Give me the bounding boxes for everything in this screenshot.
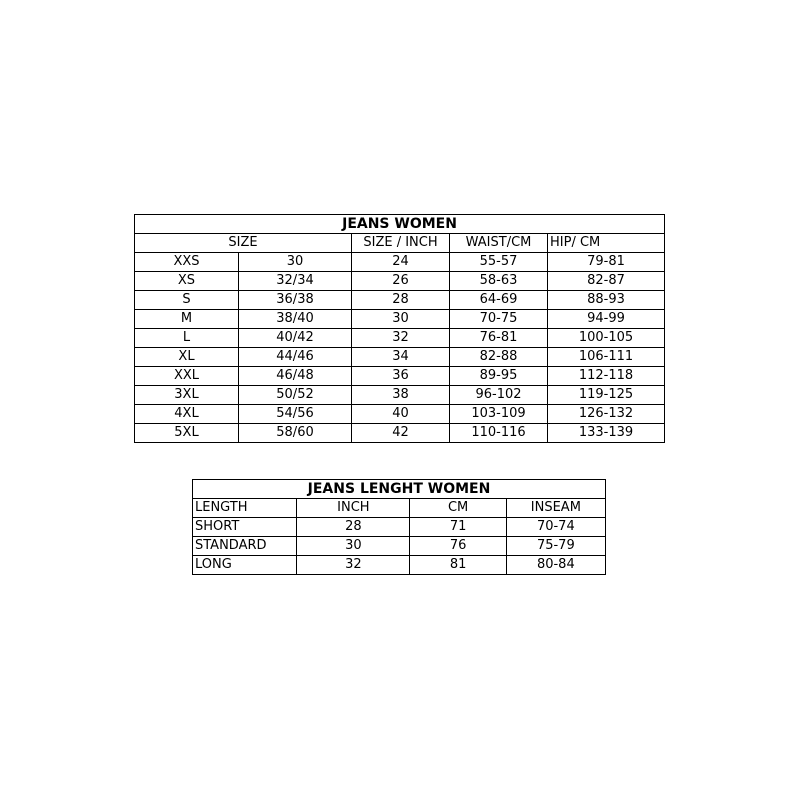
table-row	[135, 310, 665, 329]
size-eu-cell: 46/48	[239, 367, 352, 386]
size-inch-cell: 24	[352, 253, 450, 272]
size-inch-cell: 34	[352, 348, 450, 367]
table-row	[135, 348, 665, 367]
size-eu-cell: 40/42	[239, 329, 352, 348]
size-eu-cell: 50/52	[239, 386, 352, 405]
table-row	[135, 272, 665, 291]
size-cell: M	[135, 310, 239, 329]
table-row	[135, 405, 665, 424]
size-cell: 3XL	[135, 386, 239, 405]
hip-cell: 106-111	[548, 348, 665, 367]
hip-cell: 133-139	[548, 424, 665, 443]
waist-cell: 110-116	[450, 424, 548, 443]
inch-cell: 28	[297, 518, 410, 537]
jeans-length-women-table	[192, 479, 606, 575]
header-cm: CM	[410, 499, 506, 518]
cm-cell: 71	[410, 518, 506, 537]
table-row	[135, 367, 665, 386]
size-eu-cell: 58/60	[239, 424, 352, 443]
waist-cell: 70-75	[450, 310, 548, 329]
waist-cell: 96-102	[450, 386, 548, 405]
size-inch-cell: 42	[352, 424, 450, 443]
hip-cell: 94-99	[548, 310, 665, 329]
length-cell: STANDARD	[193, 537, 297, 556]
size-inch-cell: 38	[352, 386, 450, 405]
size-cell: 5XL	[135, 424, 239, 443]
hip-cell: 100-105	[548, 329, 665, 348]
hip-cell: 79-81	[548, 253, 665, 272]
header-size: SIZE	[135, 234, 352, 253]
hip-cell: 126-132	[548, 405, 665, 424]
size-cell: S	[135, 291, 239, 310]
table-row	[135, 386, 665, 405]
cm-cell: 76	[410, 537, 506, 556]
table-row	[193, 537, 606, 556]
length-cell: LONG	[193, 556, 297, 575]
size-inch-cell: 32	[352, 329, 450, 348]
header-size-inch: SIZE / INCH	[352, 234, 450, 253]
length-cell: SHORT	[193, 518, 297, 537]
size-eu-cell: 38/40	[239, 310, 352, 329]
inch-cell: 30	[297, 537, 410, 556]
table-row	[135, 424, 665, 443]
hip-cell: 82-87	[548, 272, 665, 291]
inseam-cell: 75-79	[506, 537, 605, 556]
table-row	[135, 291, 665, 310]
cm-cell: 81	[410, 556, 506, 575]
size-inch-cell: 28	[352, 291, 450, 310]
table-row	[193, 556, 606, 575]
size-inch-cell: 30	[352, 310, 450, 329]
inch-cell: 32	[297, 556, 410, 575]
table-title: JEANS LENGHT WOMEN	[193, 480, 606, 499]
size-inch-cell: 26	[352, 272, 450, 291]
header-inseam: INSEAM	[506, 499, 605, 518]
waist-cell: 58-63	[450, 272, 548, 291]
size-inch-cell: 36	[352, 367, 450, 386]
inseam-cell: 70-74	[506, 518, 605, 537]
size-eu-cell: 36/38	[239, 291, 352, 310]
size-cell: XXL	[135, 367, 239, 386]
waist-cell: 64-69	[450, 291, 548, 310]
size-inch-cell: 40	[352, 405, 450, 424]
size-eu-cell: 44/46	[239, 348, 352, 367]
table-row	[193, 518, 606, 537]
size-cell: L	[135, 329, 239, 348]
size-cell: XS	[135, 272, 239, 291]
size-eu-cell: 30	[239, 253, 352, 272]
waist-cell: 89-95	[450, 367, 548, 386]
hip-cell: 88-93	[548, 291, 665, 310]
table-row	[135, 253, 665, 272]
header-length: LENGTH	[193, 499, 297, 518]
size-eu-cell: 54/56	[239, 405, 352, 424]
hip-cell: 112-118	[548, 367, 665, 386]
waist-cell: 55-57	[450, 253, 548, 272]
size-cell: XXS	[135, 253, 239, 272]
waist-cell: 76-81	[450, 329, 548, 348]
size-cell: 4XL	[135, 405, 239, 424]
inseam-cell: 80-84	[506, 556, 605, 575]
table-row	[135, 329, 665, 348]
header-hip: HIP/ CM	[548, 234, 665, 253]
hip-cell: 119-125	[548, 386, 665, 405]
waist-cell: 82-88	[450, 348, 548, 367]
header-inch: INCH	[297, 499, 410, 518]
waist-cell: 103-109	[450, 405, 548, 424]
size-cell: XL	[135, 348, 239, 367]
header-row	[135, 234, 665, 253]
header-row	[193, 499, 606, 518]
header-waist: WAIST/CM	[450, 234, 548, 253]
jeans-women-size-table	[134, 214, 665, 443]
table-title: JEANS WOMEN	[135, 215, 665, 234]
size-eu-cell: 32/34	[239, 272, 352, 291]
